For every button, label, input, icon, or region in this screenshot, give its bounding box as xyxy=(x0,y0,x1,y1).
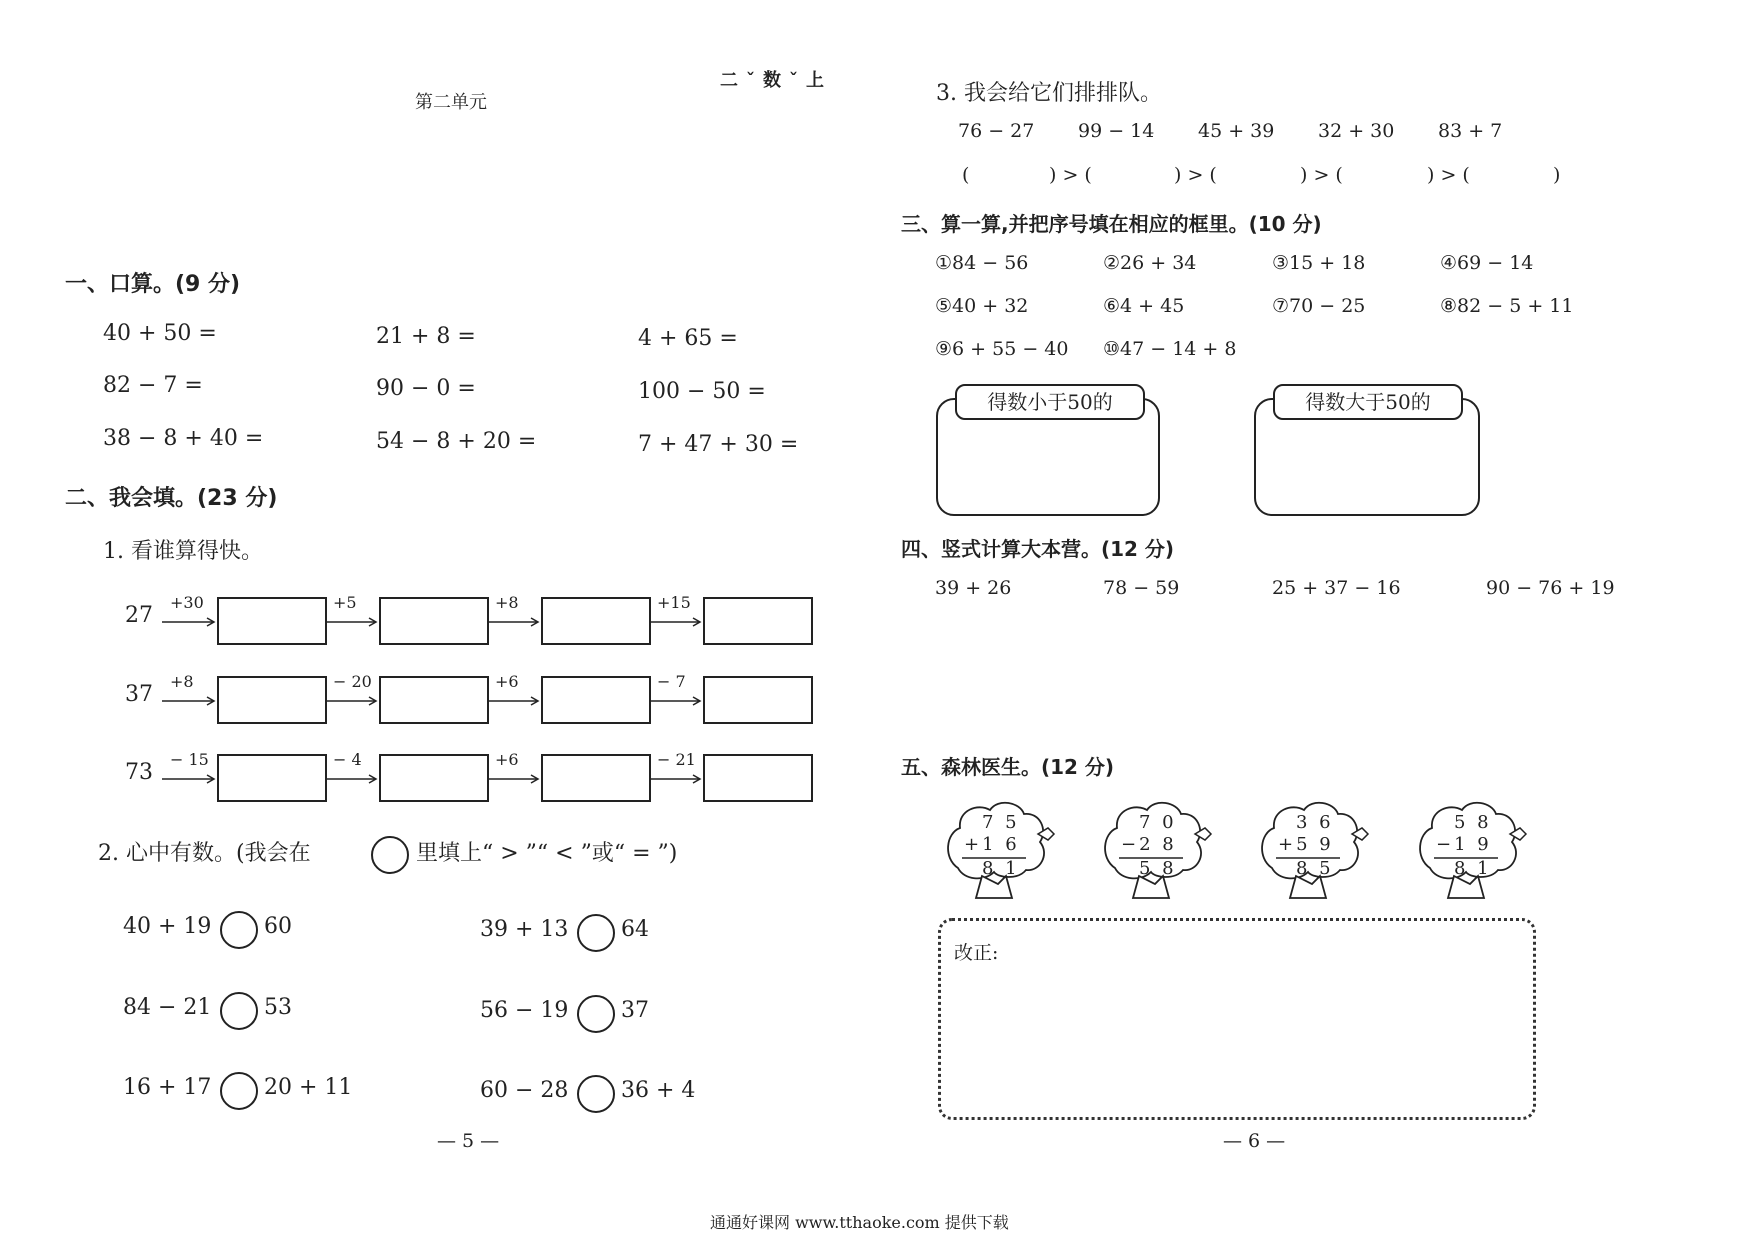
tree-result: 5 8 xyxy=(1139,858,1177,879)
arrow-icon xyxy=(647,696,703,706)
compare-left: 40 + 19 xyxy=(123,914,212,939)
oral-item: 100 − 50 = xyxy=(638,379,766,404)
tree-top-number: 3 6 xyxy=(1296,812,1334,833)
order-bracket: ( xyxy=(962,164,970,186)
answer-box[interactable] xyxy=(703,754,813,802)
tree-top-number: 7 0 xyxy=(1139,812,1177,833)
question-2-title-a: 2. 心中有数。(我会在 xyxy=(98,841,311,866)
section-5-title: 五、森林医生。(12 分) xyxy=(901,755,1115,779)
oral-item: 40 + 50 = xyxy=(103,321,217,346)
answer-box[interactable] xyxy=(541,754,651,802)
tree-top-number: 5 8 xyxy=(1454,812,1492,833)
label-less-than-50: 得数小于50的 xyxy=(955,384,1145,420)
compare-circle[interactable] xyxy=(577,1075,615,1113)
answer-box[interactable] xyxy=(379,676,489,724)
question-3-title: 3. 我会给它们排排队。 xyxy=(936,81,1162,106)
compare-right: 20 + 11 xyxy=(264,1075,353,1100)
calc-item: ④69 − 14 xyxy=(1440,252,1534,274)
tree-result: 8 5 xyxy=(1296,858,1334,879)
answer-box[interactable] xyxy=(217,754,327,802)
answer-box[interactable] xyxy=(703,597,813,645)
vertical-item: 39 + 26 xyxy=(935,577,1012,599)
tree-result: 8 1 xyxy=(982,858,1020,879)
arrow-icon xyxy=(160,774,217,784)
order-item: 32 + 30 xyxy=(1318,120,1395,142)
section-1-title: 一、口算。(9 分) xyxy=(65,272,241,297)
tree-operand: −1 9 xyxy=(1436,834,1492,855)
arrow-icon xyxy=(160,617,217,627)
tree-operand: −2 8 xyxy=(1121,834,1177,855)
compare-left: 56 − 19 xyxy=(480,998,569,1023)
compare-circle[interactable] xyxy=(220,992,258,1030)
calc-item: ③15 + 18 xyxy=(1272,252,1366,274)
page-number-right: — 6 — xyxy=(1223,1130,1286,1152)
tree-operand: +1 6 xyxy=(964,834,1020,855)
answer-box[interactable] xyxy=(541,597,651,645)
order-item: 83 + 7 xyxy=(1438,120,1503,142)
section-4-title: 四、竖式计算大本营。(12 分) xyxy=(901,537,1175,561)
compare-left: 84 − 21 xyxy=(123,995,212,1020)
answer-box[interactable] xyxy=(703,676,813,724)
chain-operation: − 15 xyxy=(170,750,209,769)
tree-problem xyxy=(1095,798,1215,908)
vertical-item: 25 + 37 − 16 xyxy=(1272,577,1401,599)
chain-start: 37 xyxy=(125,682,153,707)
tree-operand: +5 9 xyxy=(1278,834,1334,855)
arrow-icon xyxy=(323,696,379,706)
chain-operation: +6 xyxy=(495,750,519,769)
compare-circle[interactable] xyxy=(220,911,258,949)
chain-operation: +8 xyxy=(170,672,194,691)
order-item: 99 − 14 xyxy=(1078,120,1155,142)
order-bracket: ) > ( xyxy=(1427,164,1470,186)
oral-item: 90 − 0 = xyxy=(376,376,476,401)
arrow-icon xyxy=(323,774,379,784)
calc-item: ⑤40 + 32 xyxy=(935,295,1029,317)
answer-box[interactable] xyxy=(379,597,489,645)
circle-icon xyxy=(371,836,409,874)
oral-item: 54 − 8 + 20 = xyxy=(376,429,537,454)
question-1-title: 1. 看谁算得快。 xyxy=(103,539,263,564)
page-number-left: — 5 — xyxy=(437,1130,500,1152)
compare-right: 64 xyxy=(621,917,649,942)
correction-label: 改正: xyxy=(954,942,999,964)
order-item: 45 + 39 xyxy=(1198,120,1275,142)
calc-item: ⑧82 − 5 + 11 xyxy=(1440,295,1574,317)
section-2-title: 二、我会填。(23 分) xyxy=(65,486,278,511)
chain-operation: − 7 xyxy=(657,672,686,691)
tree-problem xyxy=(1252,798,1372,908)
answer-box[interactable] xyxy=(541,676,651,724)
compare-circle[interactable] xyxy=(577,914,615,952)
vertical-item: 78 − 59 xyxy=(1103,577,1180,599)
oral-item: 4 + 65 = xyxy=(638,326,738,351)
order-bracket: ) > ( xyxy=(1049,164,1092,186)
calc-item: ①84 − 56 xyxy=(935,252,1029,274)
tree-problem xyxy=(938,798,1058,908)
calc-item: ⑦70 − 25 xyxy=(1272,295,1366,317)
section-3-title: 三、算一算,并把序号填在相应的框里。(10 分) xyxy=(901,212,1322,236)
chain-operation: − 4 xyxy=(333,750,362,769)
answer-box[interactable] xyxy=(217,597,327,645)
footer-note: 通通好课网 www.tthaoke.com 提供下载 xyxy=(710,1213,1009,1232)
oral-item: 21 + 8 = xyxy=(376,324,476,349)
vertical-item: 90 − 76 + 19 xyxy=(1486,577,1615,599)
chain-start: 73 xyxy=(125,760,153,785)
calc-item: ⑨6 + 55 − 40 xyxy=(935,338,1069,360)
calc-item: ⑥4 + 45 xyxy=(1103,295,1185,317)
tree-top-number: 7 5 xyxy=(982,812,1020,833)
chain-operation: +8 xyxy=(495,593,519,612)
correction-box[interactable] xyxy=(938,918,1536,1120)
compare-left: 39 + 13 xyxy=(480,917,569,942)
compare-right: 53 xyxy=(264,995,292,1020)
chain-operation: +5 xyxy=(333,593,357,612)
arrow-icon xyxy=(485,696,541,706)
oral-item: 82 − 7 = xyxy=(103,373,203,398)
chain-operation: − 21 xyxy=(657,750,696,769)
compare-left: 16 + 17 xyxy=(123,1075,212,1100)
compare-circle[interactable] xyxy=(220,1072,258,1110)
chain-start: 27 xyxy=(125,603,153,628)
arrow-icon xyxy=(160,696,217,706)
arrow-icon xyxy=(485,774,541,784)
question-2-title-b: 里填上“ > ”“ < ”或“ = ”) xyxy=(416,841,678,866)
order-bracket: ) > ( xyxy=(1174,164,1217,186)
answer-box[interactable] xyxy=(217,676,327,724)
arrow-icon xyxy=(647,774,703,784)
tree-problem xyxy=(1410,798,1530,908)
answer-box[interactable] xyxy=(379,754,489,802)
compare-left: 60 − 28 xyxy=(480,1078,569,1103)
compare-circle[interactable] xyxy=(577,995,615,1033)
book-title: 二ˇ数ˇ上 xyxy=(720,70,832,91)
compare-right: 36 + 4 xyxy=(621,1078,696,1103)
chain-operation: +15 xyxy=(657,593,691,612)
tree-result: 8 1 xyxy=(1454,858,1492,879)
order-bracket: ) > ( xyxy=(1300,164,1343,186)
arrow-icon xyxy=(323,617,379,627)
arrow-icon xyxy=(647,617,703,627)
oral-item: 38 − 8 + 40 = xyxy=(103,426,264,451)
chain-operation: +30 xyxy=(170,593,204,612)
order-item: 76 − 27 xyxy=(958,120,1035,142)
label-greater-than-50: 得数大于50的 xyxy=(1273,384,1463,420)
calc-item: ②26 + 34 xyxy=(1103,252,1197,274)
chain-operation: +6 xyxy=(495,672,519,691)
compare-right: 60 xyxy=(264,914,292,939)
oral-item: 7 + 47 + 30 = xyxy=(638,432,799,457)
order-bracket: ) xyxy=(1553,164,1561,186)
chain-operation: − 20 xyxy=(333,672,372,691)
calc-item: ⑩47 − 14 + 8 xyxy=(1103,338,1237,360)
arrow-icon xyxy=(485,617,541,627)
unit-label: 第二单元 xyxy=(415,92,487,113)
compare-right: 37 xyxy=(621,998,649,1023)
